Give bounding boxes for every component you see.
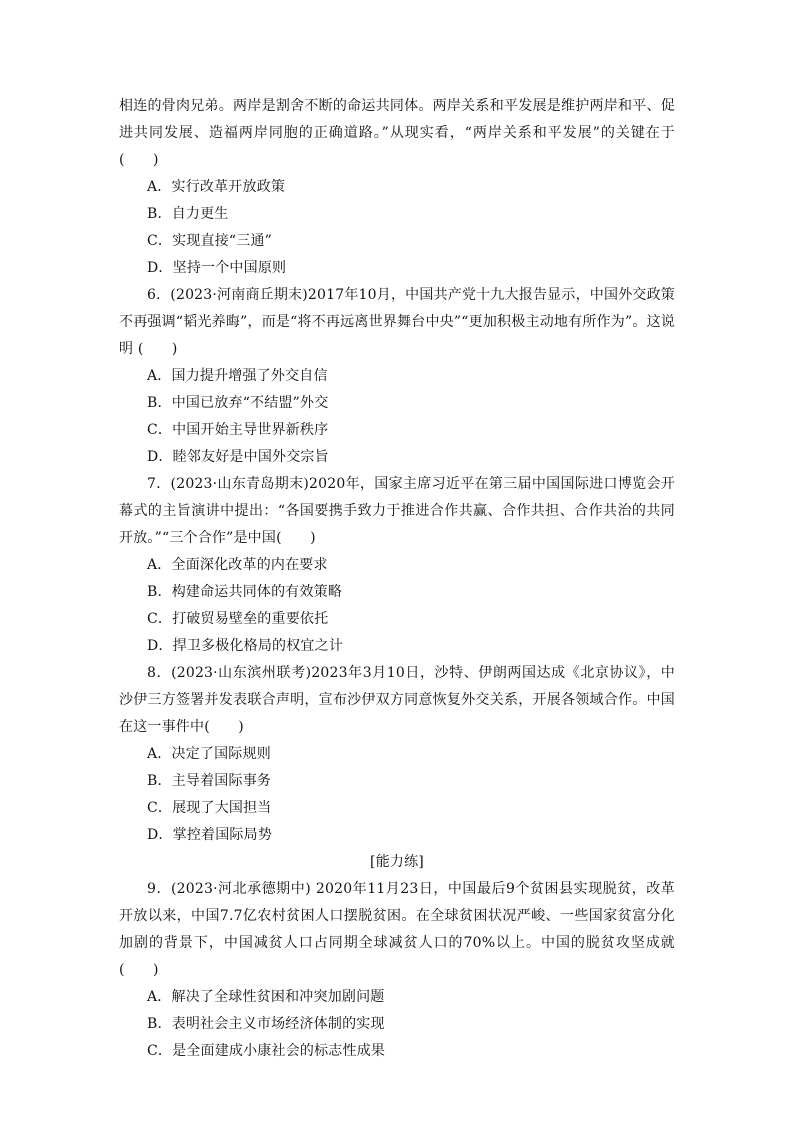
question-list <box>119 93 675 1065</box>
question-7 <box>119 471 675 660</box>
question-9-option-c: C．是全面建成小康社会的标志性成果 <box>147 1043 386 1059</box>
question-7-option-b: B．构建命运共同体的有效策略 <box>147 584 343 600</box>
question-8-option-d: D．掌控着国际局势 <box>147 827 273 843</box>
question-7-option-a: A．全面深化改革的内在要求 <box>147 557 328 573</box>
question-9-stem: 9．(2023·河北承德期中) 2020年11月23日，中国最后9个贫困县实现脱贫，改革开放以来，中国7.7亿农村贫困人口摆脱贫困。在全球贫困状况严峻、一些国家贫富分化加剧的背景下，中国减贫人口占同期全球减贫人口的70%以上。中国的脱贫攻坚成就 ( ) <box>119 881 675 978</box>
question-5-option-d: D．坚持一个中国原则 <box>147 260 287 276</box>
question-6-option-a: A．国力提升增强了外交自信 <box>147 368 328 384</box>
question-5-option-a: A．实行改革开放政策 <box>147 179 286 195</box>
question-6 <box>119 282 675 471</box>
question-8-option-c: C．展现了大国担当 <box>147 800 272 816</box>
question-9 <box>119 876 675 1065</box>
question-5 <box>119 93 675 282</box>
question-7-option-d: D．捍卫多极化格局的权宜之计 <box>147 638 344 654</box>
question-6-stem: 6．(2023·河南商丘期末)2017年10月，中国共产党十九大报告显示，中国外交政策不再强调“韬光养晦”，而是“将不再远离世界舞台中央”“更加积极主动地有所作为”。这说明 ( ) <box>119 287 675 357</box>
question-8-option-a: A．决定了国际规则 <box>147 746 271 762</box>
question-9-option-a: A．解决了全球性贫困和冲突加剧问题 <box>147 989 385 1005</box>
question-7-option-c: C．打破贸易壁垒的重要依托 <box>147 611 329 627</box>
question-5-option-c: C．实现直接“三通” <box>147 233 273 249</box>
question-6-option-d: D．睦邻友好是中国外交宗旨 <box>147 449 329 465</box>
question-6-option-c: C．中国开始主导世界新秩序 <box>147 422 329 438</box>
question-9-option-b: B．表明社会主义市场经济体制的实现 <box>147 1016 385 1032</box>
section-title: [能力练] <box>370 854 424 870</box>
question-5-stem: 相连的骨肉兄弟。两岸是割舍不断的命运共同体。两岸关系和平发展是维护两岸和平、促进共同发展、造福两岸同胞的正确道路。”从现实看，“两岸关系和平发展”的关键在于( ) <box>119 98 675 168</box>
question-7-stem: 7．(2023·山东青岛期末)2020年，国家主席习近平在第三届中国国际进口博览会开幕式的主旨演讲中提出：“各国要携手致力于推进合作共赢、合作共担、合作共治的共同开放。”“三个合作”是中国( ) <box>119 476 675 546</box>
question-6-option-b: B．中国已放弃“不结盟”外交 <box>147 395 329 411</box>
question-8-stem: 8．(2023·山东滨州联考)2023年3月10日，沙特、伊朗两国达成《北京协议》，中沙伊三方签署并发表联合声明，宣布沙伊双方同意恢复外交关系，开展各领域合作。中国在这一事件中( ) <box>119 665 675 735</box>
question-8-option-b: B．主导着国际事务 <box>147 773 272 789</box>
question-8 <box>119 660 675 849</box>
question-5-option-b: B．自力更生 <box>147 206 229 222</box>
